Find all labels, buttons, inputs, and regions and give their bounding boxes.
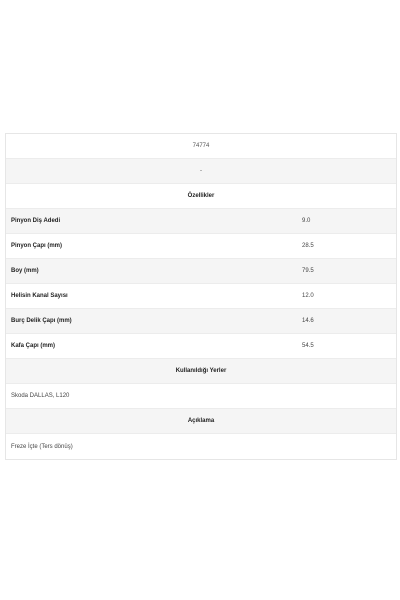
feature-value: 54.5 bbox=[302, 343, 314, 349]
product-dash: - bbox=[200, 168, 202, 174]
feature-row bbox=[6, 209, 396, 234]
feature-label: Helisin Kanal Sayısı bbox=[11, 293, 68, 299]
feature-value: 9.0 bbox=[302, 218, 311, 224]
description-heading: Açıklama bbox=[187, 418, 215, 424]
product-code: 74774 bbox=[192, 143, 210, 149]
spec-table bbox=[5, 133, 397, 460]
feature-row bbox=[6, 334, 396, 359]
feature-label: Pinyon Çapı (mm) bbox=[11, 243, 63, 249]
usage-text: Skoda DALLAS, L120 bbox=[11, 393, 70, 399]
product-code-row bbox=[6, 134, 396, 159]
feature-row bbox=[6, 259, 396, 284]
description-heading-row bbox=[6, 409, 396, 434]
feature-row bbox=[6, 309, 396, 334]
product-dash-row bbox=[6, 159, 396, 184]
description-row bbox=[6, 434, 396, 459]
feature-label: Kafa Çapı (mm) bbox=[11, 343, 56, 349]
feature-value: 28.5 bbox=[302, 243, 314, 249]
features-heading: Özellikler bbox=[187, 193, 215, 199]
feature-label: Burç Delik Çapı (mm) bbox=[11, 318, 72, 324]
features-heading-row bbox=[6, 184, 396, 209]
feature-label: Boy (mm) bbox=[11, 268, 39, 274]
feature-value: 12.0 bbox=[302, 293, 314, 299]
feature-row bbox=[6, 284, 396, 309]
usage-row bbox=[6, 384, 396, 409]
usage-heading-row bbox=[6, 359, 396, 384]
description-text: Freze İçte (Ters dönüş) bbox=[11, 443, 73, 450]
feature-label: Pinyon Diş Adedi bbox=[11, 218, 61, 224]
feature-value: 79.5 bbox=[302, 268, 314, 274]
feature-value: 14.6 bbox=[302, 318, 314, 324]
feature-row bbox=[6, 234, 396, 259]
usage-heading: Kullanıldığı Yerler bbox=[175, 368, 227, 374]
